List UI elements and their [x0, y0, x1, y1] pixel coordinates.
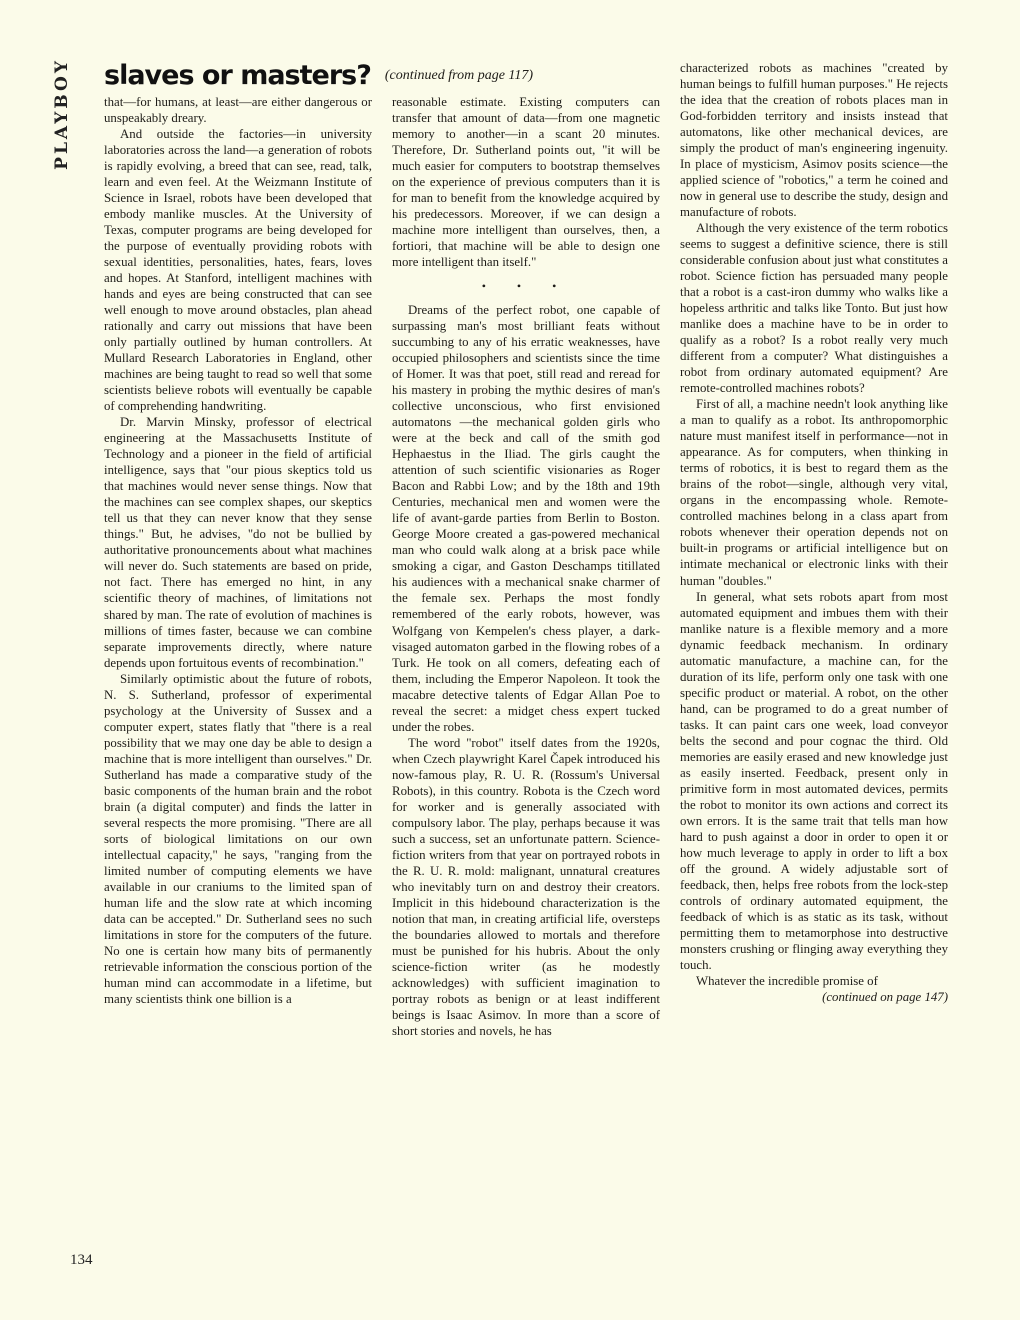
continued-from-note: (continued from page 117) — [384, 68, 534, 83]
section-separator: • • • — [481, 279, 571, 294]
page-number: 134 — [70, 1252, 93, 1268]
column-3 — [680, 60, 948, 1005]
paragraph: The word "robot" itself dates from the 1920s, when Czech playwright Karel Čapek introduced his now-famous play, R. U. R. (Rossum's Universal Robots), in this country. Robota is the Czech word for worker and is generally associated with compulsory labor. The play, perhaps because it was such a success, set an unfortunate pattern. Science-fiction writers from that year on portrayed robots in the R. U. R. mold: malignant, unnatural creatures who inevitably turn on and destroy their creators. Implicit in this hidebound characterization is the notion that man, in creating artificial life, oversteps the boundaries allowed to mortals and therefore must be punished for his hubris. About the only science-fiction writer (as he modestly acknowledges) with sufficient imagination to portray robots as benign or at least indifferent beings is Isaac Asimov. In more than a score of short stories and novels, he has — [392, 735, 660, 1038]
paragraph: Whatever the incredible promise of — [696, 973, 878, 988]
paragraph: And outside the factories—in university laboratories across the land—a generation of robots is rapidly evolving, a breed that can see, read, talk, learn and even feel. At the Weizmann Institute of Science in Israel, robots have been developed that embody manlike muscles. At the University of Texas, computer programs are being developed for the purpose of eventually providing robots with sexual identities, personalities, hates, fears, loves and hopes. At Stanford, intelligent machines with hands and eyes are being constructed that can see well enough to move around obstacles, plan ahead rationally and carry out missions that have been only partially outlined by human controllers. At Mullard Research Laboratories in England, other machines are being taught to read so well that some scientists believe robots will eventually be capable of comprehending handwriting. — [104, 127, 372, 414]
paragraph: First of all, a machine needn't look anything like a man to qualify as a robot. Its anthropomorphic nature must manifest itself in performance—not in appearance. As for computers, when thinking in terms of robotics, it is best to regard them as the brains of the robot—single, although very vital, organs in the encompassing whole. Remote-controlled machines belong in a class apart from robots whenever their operation depends not on built-in programs or artificial intelligence but on intimate mechanical or electronic links with their human "doubles." — [680, 397, 948, 588]
paragraph: Similarly optimistic about the future of robots, N. S. Sutherland, professor of experimental psychology at the University of Sussex and a computer expert, states flatly that "there is a real possibility that we may one day be able to design a machine that is more intelligent than ourselves." Dr. Sutherland has made a comparative study of the basic components of the human brain and the robot brain (a digital computer) and finds the latter in several respects the more promising. "There are all sorts of biological limitations on our own intellectual capacity," he says, "ranging from the limited number of computing elements we have available in our craniums to the limited span of human life and the slow rate at which incoming data can be accepted." Dr. Sutherland sees no such limitations in store for the computers of the future. No one is certain how many bits of permanently retrievable information the conscious portion of the human mind can accommodate in a lifetime, but many scientists think one billion is a — [104, 671, 372, 1006]
title-row — [104, 60, 644, 94]
magazine-name: PLAYBOY — [52, 58, 72, 170]
article-title: slaves or masters? — [104, 60, 371, 91]
paragraph: reasonable estimate. Existing computers can transfer that amount of data—from one magnetic memory to another—in a scant 20 minutes. Therefore, Dr. Sutherland points out, "it will be much easier for computers to bootstrap themselves on the experience of previous computers than it is for man to benefit from the knowledge acquired by his predecessors. Moreover, if we can design a machine more intelligent than ourselves, then, a fortiori, that machine will be able to design one more intelligent than itself." — [392, 95, 660, 270]
paragraph: that—for humans, at least—are either dangerous or unspeakably dreary. — [104, 95, 372, 126]
paragraph: In general, what sets robots apart from most automated equipment and imbues them with their manlike nature is a flexible memory and a more dynamic feedback mechanism. In ordinary automatic manufacture, a machine can, for the duration of its life, perform only one task with one specific product or material. A robot, on the other hand, can be programed to do a great number of tasks. It can paint cars one week, load conveyor belts the second and pour cognac the third. Old memories are easily erased and new knowledge just as easily inserted. Feedback, present only in primitive form in most automated devices, permits the robot to monitor its own actions and correct its own errors. It is the same trait that tells man how hard to push against a door in order to open it or how much leverage to apply in order to lift a box off the ground. A widely adjustable sort of feedback, then, helps free robots from the lock-step controls of ordinary automated equipment, the feedback of which is as static as its task, without permitting them to metamorphose into destructive monsters crushing or flinging away everything they touch. — [680, 589, 948, 972]
continued-on-note: (continued on page 147) — [822, 989, 948, 1004]
column-1 — [104, 94, 372, 1007]
paragraph: Dr. Marvin Minsky, professor of electrical engineering at the Massachusetts Institute of Technology and a pioneer in the field of artificial intelligence, says that "our pious skeptics told us that machines would never sense things. Now that the machines can see complex shapes, our skeptics tell us that they can never know that they sense things." But, he advises, "do not be bullied by authoritative pronouncements about what machines will never do. Such statements are based on pride, not fact. There has emerged no hint, in any scientific theory of machines, of limitations not shared by man. The rate of evolution of machines is millions of times faster, because we can combine separate improvements directly, where nature depends upon fortuitous events of recombination." — [104, 415, 372, 670]
column-2 — [392, 94, 660, 1039]
paragraph: Dreams of the perfect robot, one capable of surpassing man's most brilliant feats without succumbing to any of his erratic weaknesses, have occupied philosophers and scientists since the time of Homer. It was that poet, still read and reread for his mastery in probing the mythic desires of man's collective unconscious, who first envisioned automatons —the mechanical golden girls who were at the beck and call of the smith god Hephaestus in the Iliad. The girls caught the attention of such scientific visionaries as Roger Bacon and Rabbi Low; and by the 18th and 19th Centuries, mechanical men and women were the life of avant-garde parties from Berlin to Boston. George Moore created a gas-powered mechanical man who could walk along at a brisk pace while smoking a cigar, and Gaston Deschamps titillated his audiences with a mechanical snake charmer of the female sex. Perhaps the most fondly remembered of the early robots, however, was Wolfgang von Kempelen's chess player, a dark-visaged automaton garbed in the flowing robes of a Turk. He took on all comers, defeating each of them, including the Emperor Napoleon. It took the macabre detective talents of Edgar Allan Poe to reveal the secret: a midget chess expert tucked under the robes. — [392, 303, 660, 734]
paragraph: characterized robots as machines "created by human beings to fulfill human purposes." He rejects the idea that the creation of robots places man in God-forbidden territory and insists instead that automatons, like other mechanical devices, are simply the product of man's engineering ingenuity. In place of mysticism, Asimov posits science—the applied science of "robotics," a term he coined and now in general use to describe the study, design and manufacture of robots. — [680, 61, 948, 220]
paragraph: Although the very existence of the term robotics seems to suggest a definitive science, there is still considerable confusion about just what constitutes a robot. Science fiction has persuaded many people that a robot is a cast-iron dummy who walks like a hopeless arthritic and talks like Tonto. But just how manlike does a machine have to be in order to qualify as a robot? Is a robot really very much different from a computer? What distinguishes a robot from ordinary automated equipment? Are remote-controlled machines robots? — [680, 221, 948, 396]
